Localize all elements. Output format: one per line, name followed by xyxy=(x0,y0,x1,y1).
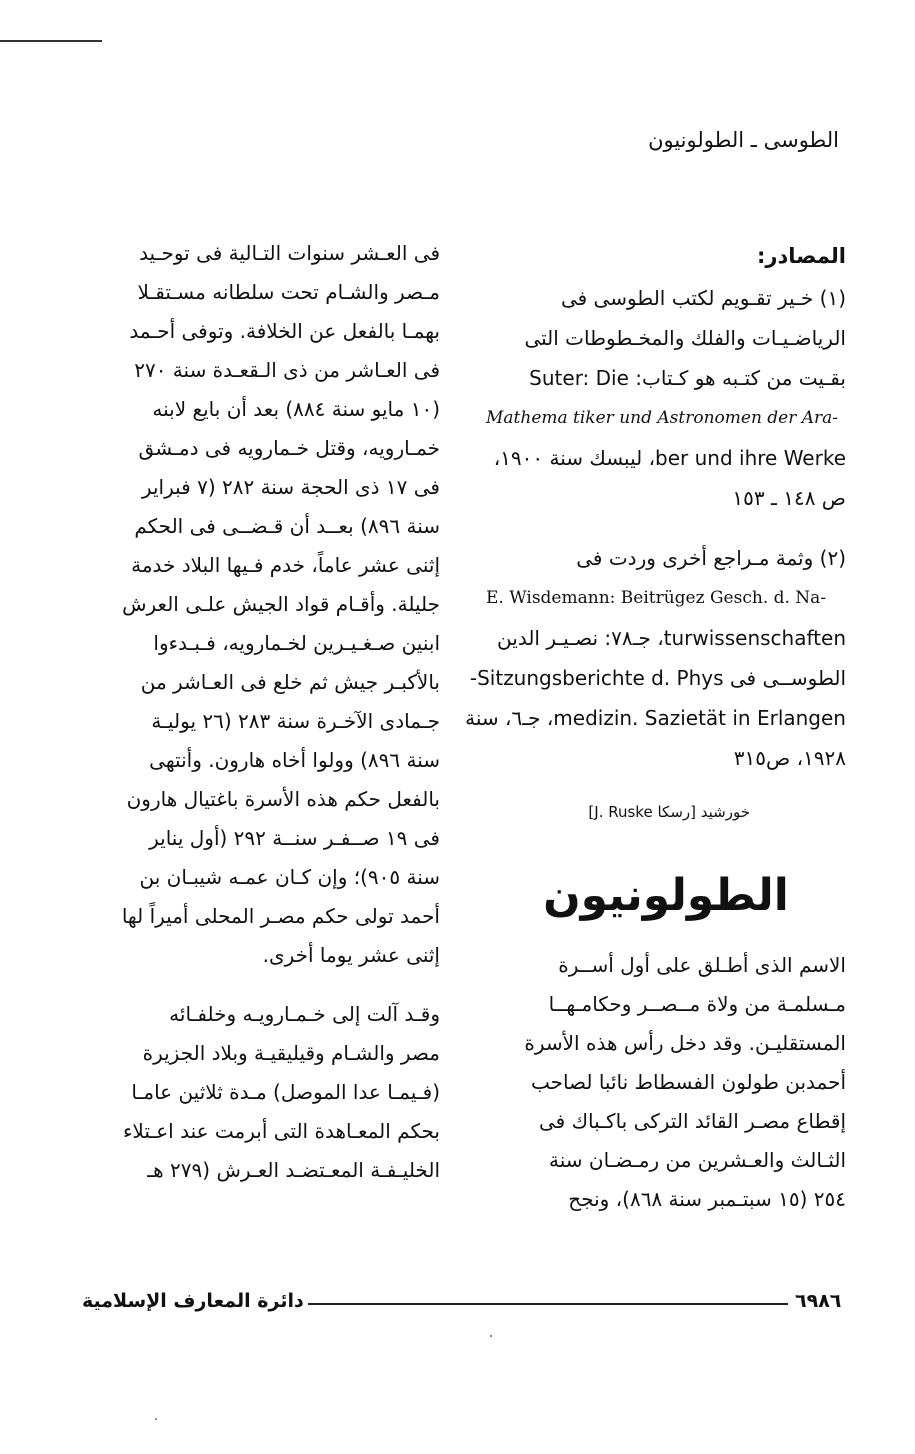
source-line: بقـيت من كتـبه هو كـتاب: Suter: Die xyxy=(529,366,846,390)
scan-speck xyxy=(490,1335,492,1337)
body-line: إثنى عشر يوما أخرى. xyxy=(262,943,440,967)
article-title: الطولونيون xyxy=(543,870,789,921)
body-line: سنة ٩٠٥)؛ وإن كـان عمـه شيبـان بن xyxy=(139,865,440,889)
body-line: الثـالث والعـشرين من رمـضـان سنة xyxy=(549,1148,846,1172)
body-line: مصر والشـام وقيليقيـة وبلاد الجزيرة xyxy=(142,1041,440,1065)
article-author: خورشيد [رسكا J. Ruske] xyxy=(588,803,750,821)
body-line: خمـارويه، وقتل خـمارويه فى دمـشق xyxy=(138,436,440,460)
paragraph-2 xyxy=(72,995,440,1190)
paragraph-1 xyxy=(72,234,440,975)
body-line: وقـد آلت إلى خـمـارويـه وخلفـائه xyxy=(169,1002,440,1026)
right-column xyxy=(465,234,846,1219)
body-line: الاسم الذى أطـلق على أول أســرة xyxy=(558,953,846,977)
body-line: بهمـا بالفعل عن الخلافة. وتوفى أحـمد xyxy=(129,319,440,343)
source-line: الطوســى فى Sitzungsberichte d. Phys- xyxy=(469,666,846,690)
body-line: (١٠ مايو سنة ٨٨٤) بعد أن بايع لابنه xyxy=(152,397,440,421)
source-line: الرياضـيـات والفلك والمخـطوطات التى xyxy=(524,326,846,350)
source-line-latin: E. Wisdemann: Beitrügez Gesch. d. Na- xyxy=(486,588,827,608)
body-line: ابنين صـغـيـرين لخـمارويه، فـبـدءوا xyxy=(153,631,440,655)
body-line: بالأكبـر جيش ثم خلع فى العـاشر من xyxy=(140,670,440,694)
body-line: أحمدبن طولون الفسطاط نائبا لصاحب xyxy=(530,1070,846,1094)
source-line: (١) خـير تقـويم لكتب الطوسى فى xyxy=(560,286,846,310)
body-line: سنة ٨٩٦) وولوا أخاه هارون. وأنتهى xyxy=(149,748,440,772)
body-line: فى العـشر سنوات التـالية فى توحـيد xyxy=(139,241,440,265)
source-line: turwissenschaften، جـ٧٨: نصـيـر الدين xyxy=(497,626,846,650)
article-body xyxy=(486,946,846,1219)
source-1 xyxy=(486,278,846,518)
source-line: ١٩٢٨، ص٣١٥ xyxy=(733,746,846,770)
body-line: ٢٥٤ (١٥ سبتـمبر سنة ٨٦٨)، ونجح xyxy=(568,1187,846,1211)
body-line: إقطاع مصـر القائد التركى باكـباك فى xyxy=(538,1109,846,1133)
footer-publication-title: دائرة المعارف الإسلامية xyxy=(82,1290,304,1312)
body-line: جليلة. وأقـام قواد الجيش علـى العرش xyxy=(122,592,440,616)
body-line: (فـيمـا عدا الموصل) مـدة ثلاثين عامـا xyxy=(131,1080,440,1104)
source-line: ber und ihre Werke، ليبسك سنة ١٩٠٠، xyxy=(493,446,846,470)
scan-speck xyxy=(155,1418,157,1420)
body-line: فى العـاشر من ذى الـقعـدة سنة ٢٧٠ xyxy=(134,358,440,382)
footer-rule xyxy=(308,1303,788,1305)
body-line: مـصر والشـام تحت سلطانه مسـتقـلا xyxy=(137,280,440,304)
source-2 xyxy=(465,538,846,778)
body-line: فى ١٧ ذى الحجة سنة ٢٨٢ (٧ فبراير xyxy=(141,475,440,499)
source-line-latin: Mathema tiker und Astronomen der Ara- xyxy=(486,408,839,428)
left-column xyxy=(72,234,440,1190)
source-line: ص ١٤٨ ـ ١٥٣ xyxy=(732,486,846,510)
body-line: المستقليـن. وقد دخل رأس هذه الأسرة xyxy=(524,1031,846,1055)
body-line: إثنى عشر عاماً، خدم فـيها البلاد خدمة xyxy=(131,553,440,577)
corner-rule xyxy=(0,40,102,42)
body-line: مـسلمـة من ولاة مــصــر وحكامـهــا xyxy=(548,992,846,1016)
source-line: (٢) وثمة مـراجع أخرى وردت فى xyxy=(576,546,846,570)
body-line: سنة ٨٩٦) بعــد أن قـضــى فى الحكم xyxy=(134,514,440,538)
body-line: أحمد تولى حكم مصـر المحلى أميراً لها xyxy=(121,904,440,928)
page-number: ٦٩٨٦ xyxy=(795,1290,842,1312)
source-line: medizin. Sazietät in Erlangen، جـ٦، سنة xyxy=(465,706,846,730)
body-line: الخليـفـة المعـتضـد العـرش (٢٧٩ هـ xyxy=(147,1158,440,1182)
running-header: الطوسى ـ الطولونيون xyxy=(648,128,839,152)
body-line: بالفعل حكم هذه الأسرة باغتيال هارون xyxy=(126,787,440,811)
sources-heading: المصادر: xyxy=(756,244,846,268)
body-line: جـمادى الآخـرة سنة ٢٨٣ (٢٦ يوليـة xyxy=(151,709,440,733)
body-line: فى ١٩ صــفـر سنــة ٢٩٢ (أول يناير xyxy=(149,826,440,850)
body-line: بحكم المعـاهدة التى أبرمت عند اعـتلاء xyxy=(122,1119,440,1143)
